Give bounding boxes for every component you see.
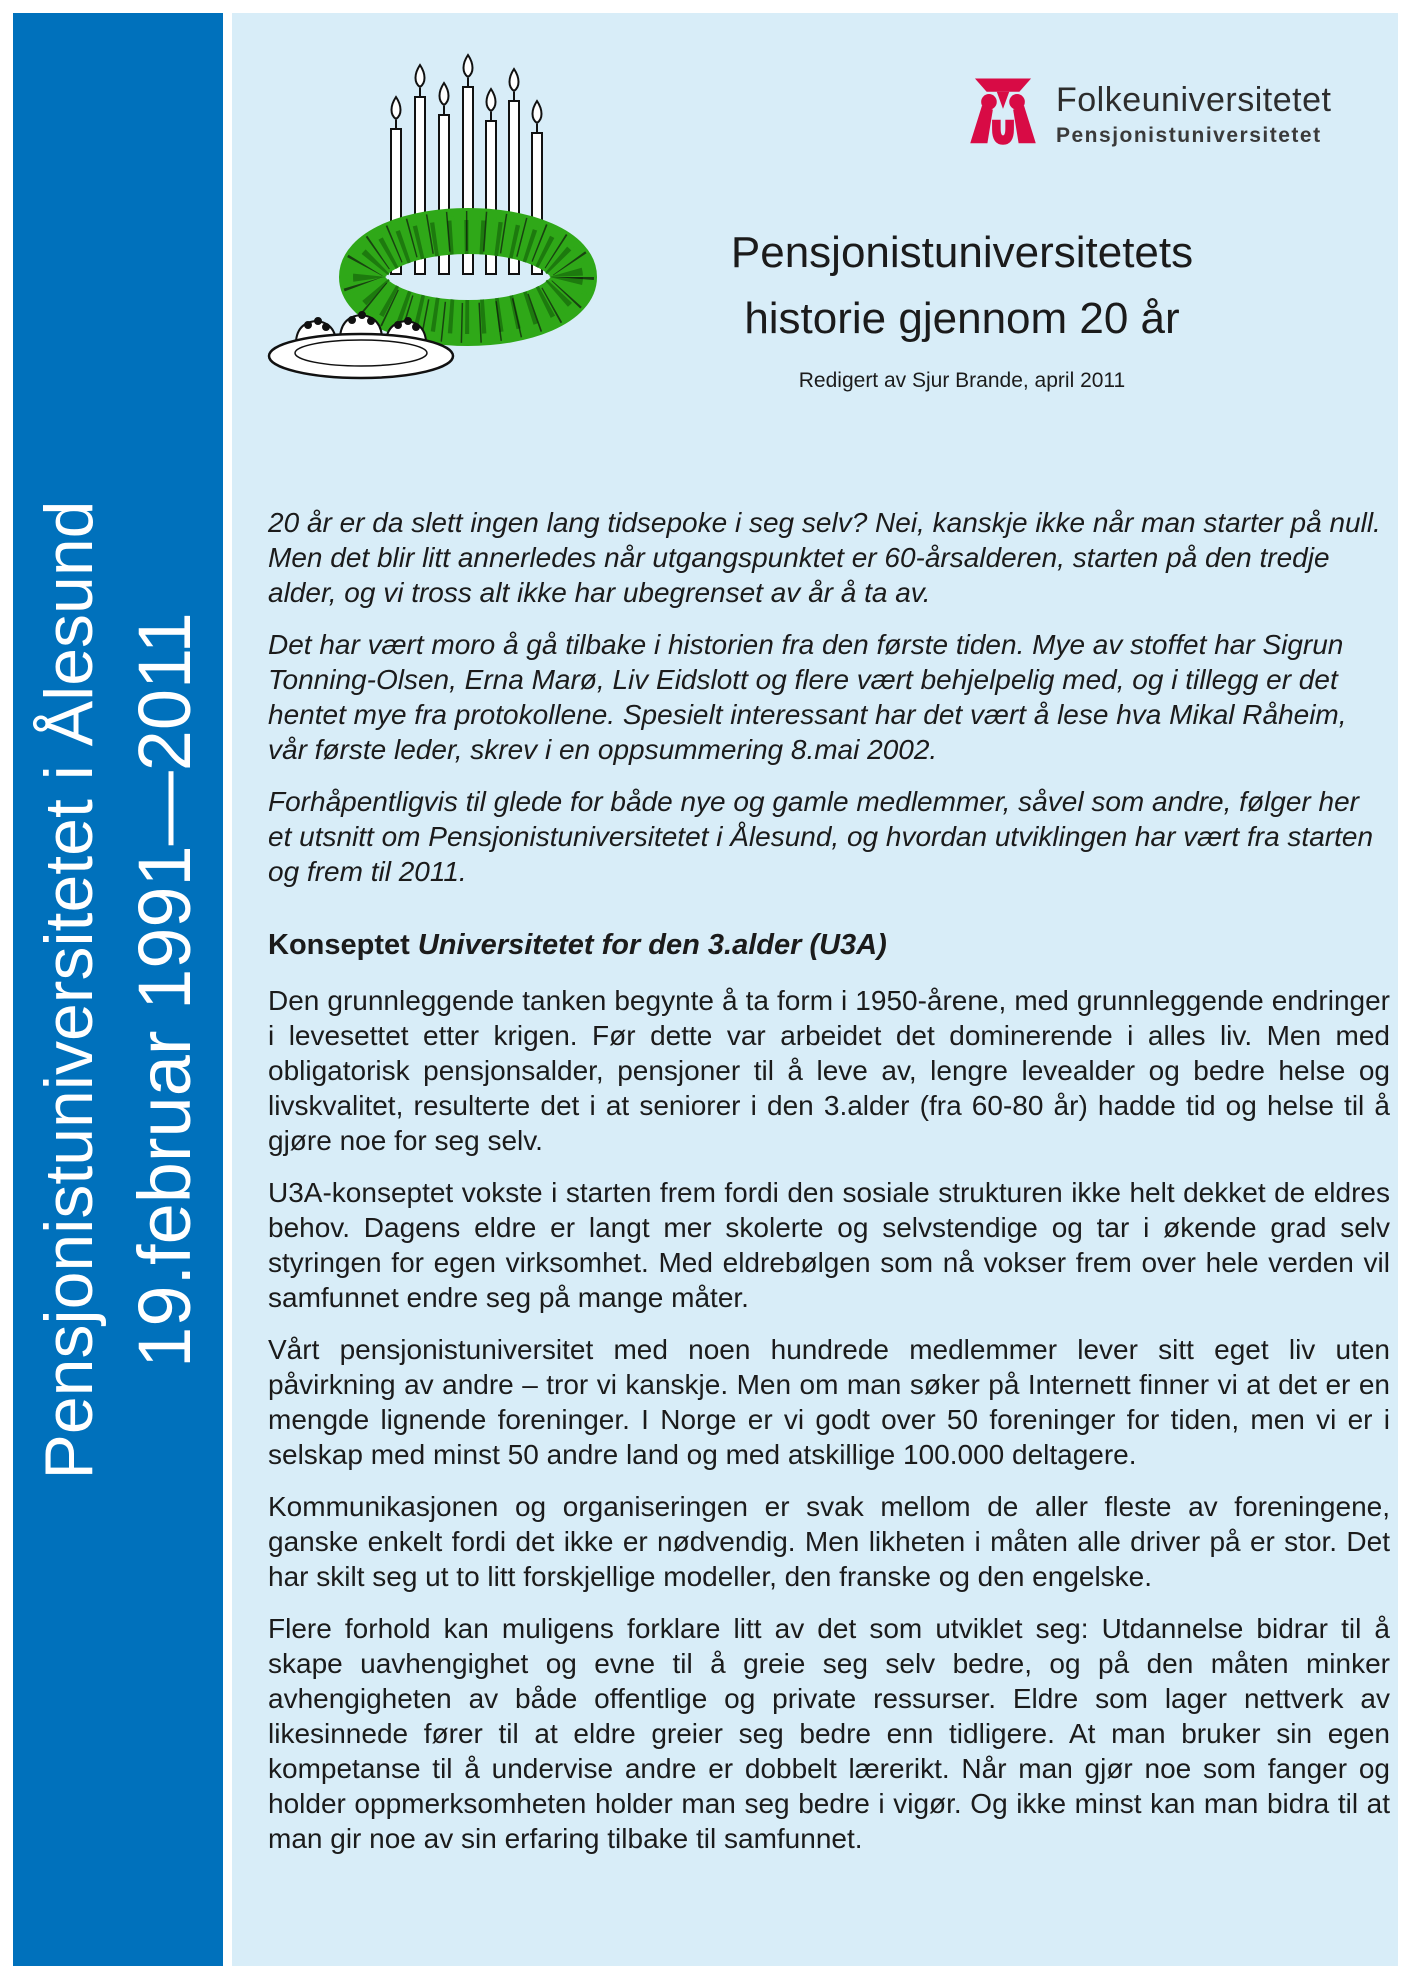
- body-paragraph: Den grunnleggende tanken begynte å ta form i 1950-årene, med grunnleggende endringer i levesettet etter krigen. Før dette var arbeidet det dominerende i alles liv. Men med obligatorisk pensjonsalder, pensjoner til å leve av, lengre levealder og bedre helse og livskvalitet, resulterte det i at seniorer i den 3.alder (fra 60-80 år) hadde tid og helse til å gjøre noe for seg selv.: [268, 985, 1390, 1156]
- left-banner: [13, 13, 223, 1966]
- logo-text: [1056, 73, 1331, 148]
- body-paragraph: Flere forhold kan muligens forklare litt av det som utviklet seg: Utdannelse bidrar til å skape uavhengighet og evne til å greie seg selv bedre, og på den måten minker avhengigheten av både offentlige og private ressurser. Eldre som lager nettverk av likesinnede fører til at eldre greier seg bedre enn tidligere. At man bruker sin egen kompetanse til å undervise andre er dobbelt lærerikt. Når man gjør noe som fanger og holder oppmerksomheten holder man seg bedre i vigør. Og ikke minst kan man bidra til at man gir noe av sin erfaring tilbake til samfunnet.: [268, 1613, 1390, 1854]
- banner-dates: 19.februar 1991—2011: [123, 611, 206, 1368]
- logo-name: Folkeuniversitetet: [1056, 81, 1332, 119]
- page-title-line2: historie gjennom 20 år: [744, 294, 1180, 343]
- logo-subtitle: Pensjonistuniversitetet: [1056, 124, 1322, 147]
- section-heading-prefix: Konseptet: [268, 929, 418, 961]
- content-panel: [232, 13, 1398, 1966]
- intro-paragraph: Det har vært moro å gå tilbake i historien fra den første tiden. Mye av stoffet har Sigrun Tonning-Olsen, Erna Marø, Liv Eidslott og flere vært behjelpelig med, og i tillegg er det hentet mye fra protokollene. Spesielt interessant har det vært å lese hva Mikal Råheim, vår første leder, skrev i en oppsummering 8.mai 2002.: [268, 629, 1347, 765]
- body-paragraph: Kommunikasjonen og organiseringen er svak mellom de aller fleste av foreningene, ganske enkelt fordi det ikke er nødvendig. Men likheten i måten alle driver på er stor. Det har skilt seg ut to litt forskjellige modeller, den franske og den engelske.: [268, 1491, 1390, 1592]
- intro-paragraph: 20 år er da slett ingen lang tidsepoke i seg selv? Nei, kanskje ikke når man starter på null. Men det blir litt annerledes når utgangspunktet er 60-årsalderen, starten på den tredje alder, og vi tross alt ikke har ubegrenset av år å ta av.: [268, 507, 1381, 608]
- body-paragraph: U3A-konseptet vokste i starten frem fordi den sosiale strukturen ikke helt dekket de eldres behov. Dagens eldre er langt mer skolerte og selvstendige og tar i økende grad selv styringen for egen virksomhet. Med eldrebølgen som nå vokser frem over hele verden vil samfunnet endre seg på mange måter.: [268, 1177, 1390, 1313]
- intro-paragraph: Forhåpentligvis til glede for både nye og gamle medlemmer, såvel som andre, følger her et utsnitt om Pensjonistuniversitetet i Ålesund, og hvordan utviklingen har vært fra starten og frem til 2011.: [268, 786, 1374, 887]
- banner-title: Pensjonistuniversitetet i Ålesund: [31, 500, 107, 1479]
- folkeuniversitetet-owl-icon: [964, 73, 1042, 151]
- title-block: [592, 220, 1332, 396]
- wreath-graphic: [350, 221, 586, 333]
- logo: [964, 73, 1331, 151]
- section-heading-italic: Universitetet for den 3.alder (U3A): [417, 929, 887, 961]
- body-paragraph: Vårt pensjonistuniversitet med noen hundrede medlemmer lever sitt eget liv uten påvirkning av andre – tror vi kanskje. Men om man søker på Internett finner vi at det er en mengde lignende foreninger. I Norge er vi godt over 50 foreninger for tiden, men vi er i selskap med minst 50 andre land og med atskillige 100.000 deltagere.: [268, 1334, 1390, 1470]
- banner-rotated-text: [22, 500, 214, 1479]
- byline: Redigert av Sjur Brande, april 2011: [798, 369, 1126, 392]
- page-title-line1: Pensjonistuniversitetets: [730, 228, 1194, 277]
- birthday-candles-wreath-image: [258, 49, 600, 391]
- text-column: [268, 505, 1390, 1873]
- section-heading: [268, 927, 1390, 963]
